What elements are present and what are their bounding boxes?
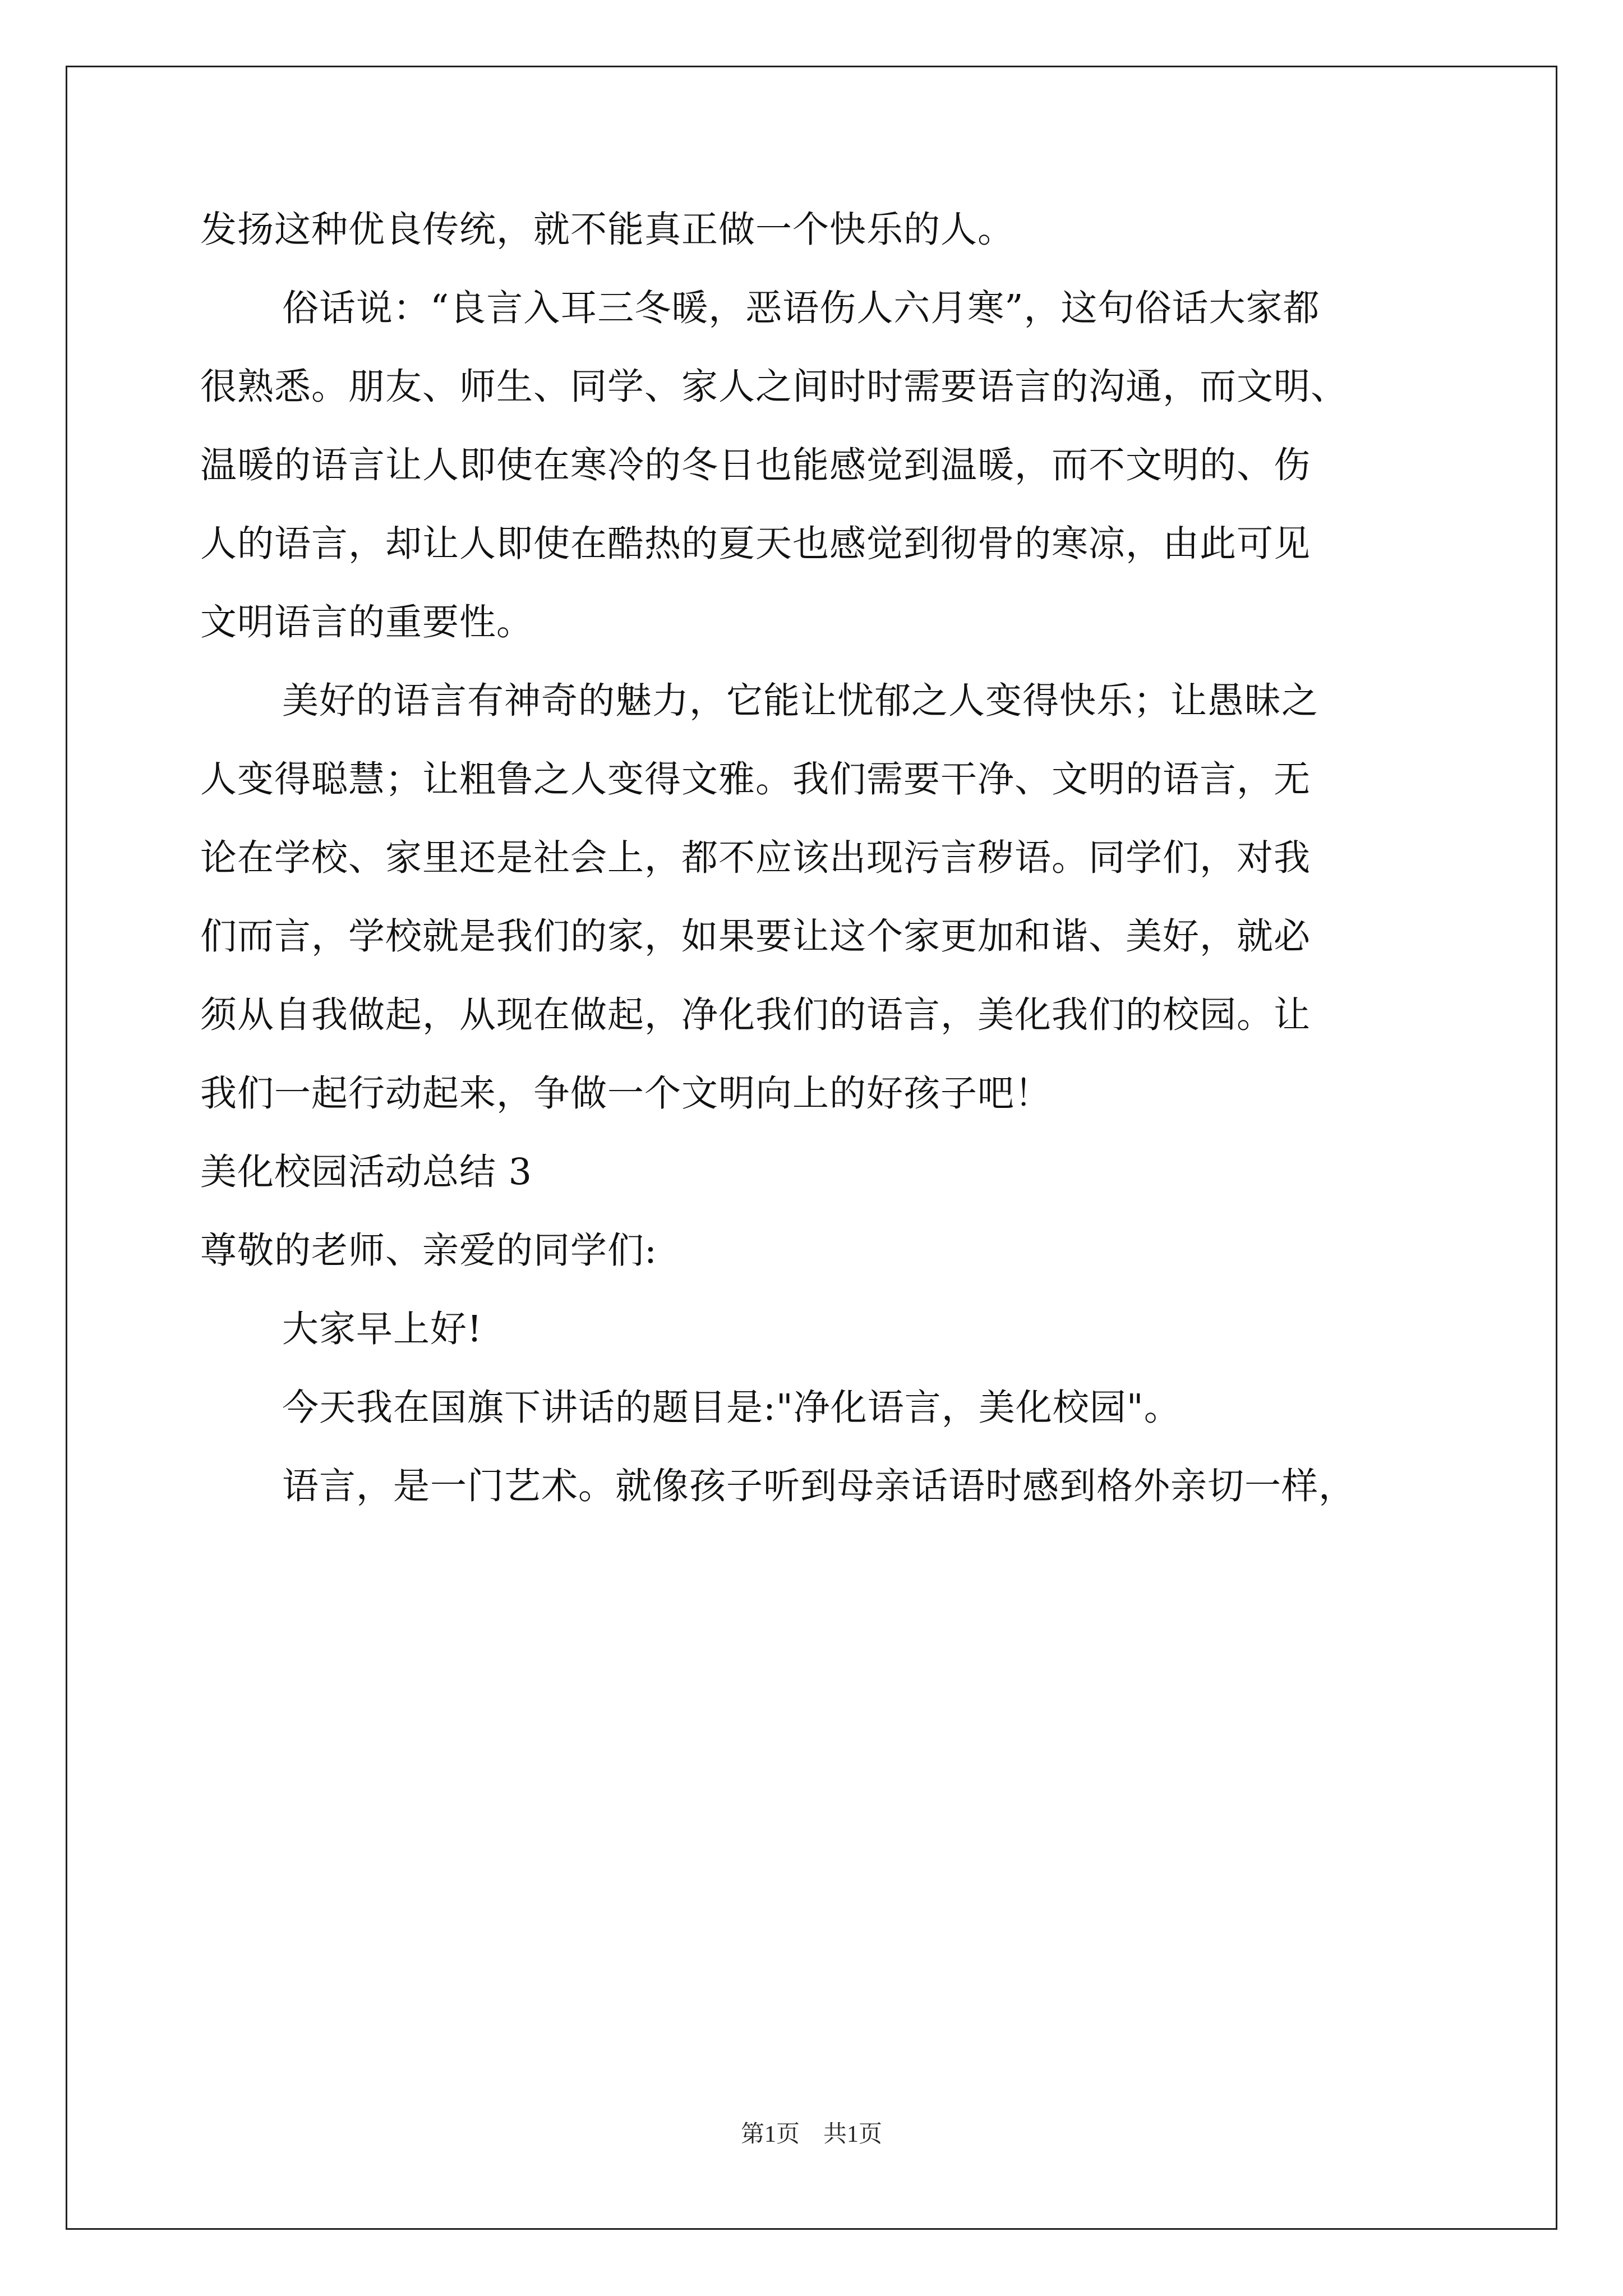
salutation: 尊敬的老师、亲爱的同学们: — [200, 1230, 657, 1272]
greeting: 大家早上好! — [282, 1308, 483, 1350]
paragraph-line: 人变得聪慧；让粗鲁之人变得文雅。我们需要干净、文明的语言，无 — [200, 758, 1311, 800]
paragraph-line: 温暖的语言让人即使在寒冷的冬日也能感觉到温暖，而不文明的、伤 — [200, 444, 1311, 486]
paragraph-line: 论在学校、家里还是社会上，都不应该出现污言秽语。同学们，对我 — [200, 837, 1311, 879]
paragraph-line: 我们一起行动起来，争做一个文明向上的好孩子吧！ — [200, 1073, 1052, 1115]
paragraph-line: 须从自我做起，从现在做起，净化我们的语言，美化我们的校园。让 — [200, 994, 1311, 1036]
paragraph-line: 人的语言，却让人即使在酷热的夏天也感觉到彻骨的寒凉，由此可见 — [200, 523, 1311, 565]
paragraph-line: 今天我在国旗下讲话的题目是:"净化语言，美化校园"。 — [282, 1387, 1181, 1429]
paragraph-line: 文明语言的重要性。 — [200, 601, 534, 643]
paragraph-line: 语言，是一门艺术。就像孩子听到母亲话语时感到格外亲切一样， — [282, 1465, 1356, 1507]
section-heading: 美化校园活动总结 3 — [200, 1151, 533, 1193]
paragraph-line: 俗话说：“良言入耳三冬暖，恶语伤人六月寒”，这句俗话大家都 — [282, 287, 1320, 329]
page-footer: 第1页 共1页 — [740, 2122, 882, 2147]
paragraph-line: 美好的语言有神奇的魅力，它能让忧郁之人变得快乐；让愚昧之 — [282, 680, 1319, 722]
paragraph-line: 发扬这种优良传统，就不能真正做一个快乐的人。 — [200, 209, 1015, 251]
paragraph-line: 很熟悉。朋友、师生、同学、家人之间时时需要语言的沟通，而文明、 — [200, 366, 1348, 408]
paragraph-line: 们而言，学校就是我们的家，如果要让这个家更加和谐、美好，就必 — [200, 915, 1311, 958]
